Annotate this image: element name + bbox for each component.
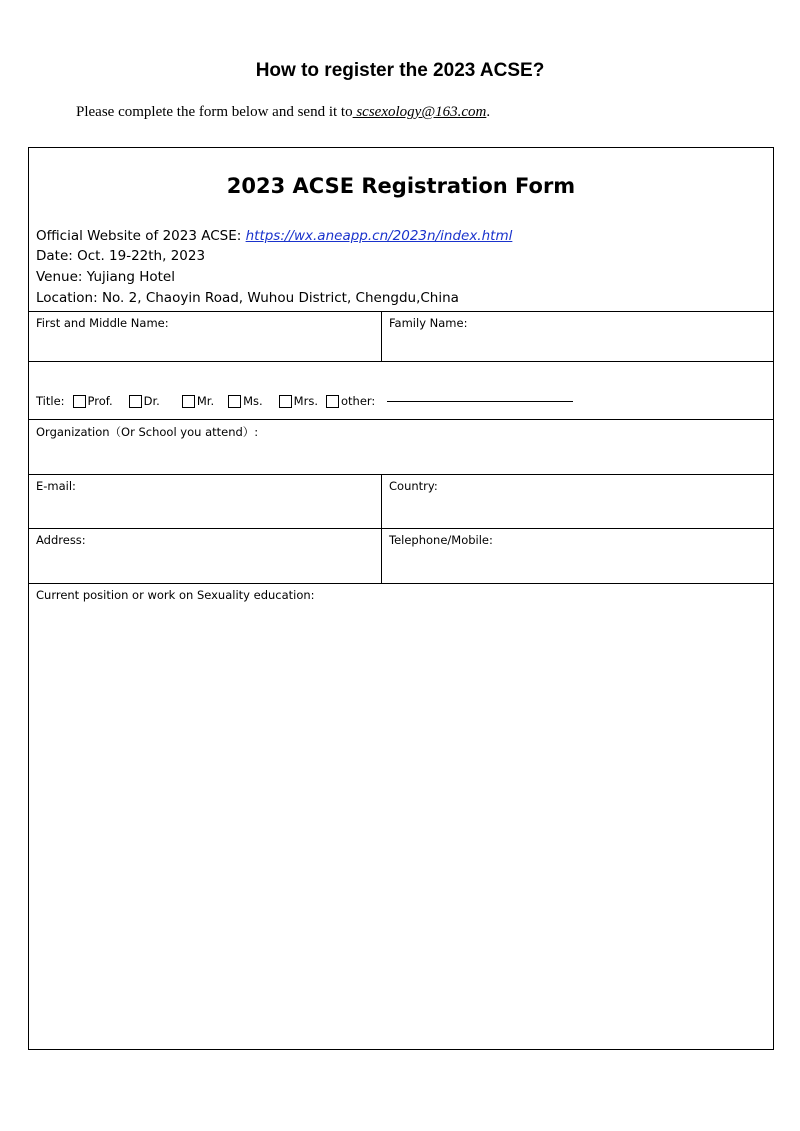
family-name-field[interactable]: Family Name: — [389, 316, 468, 330]
title-option-other[interactable]: other: — [326, 394, 375, 408]
first-middle-name-field[interactable]: First and Middle Name: — [36, 316, 169, 330]
title-option-ms[interactable]: Ms. — [228, 394, 263, 408]
contact-email-link[interactable]: scsexology@163.com — [352, 104, 487, 120]
divider — [29, 361, 773, 362]
address-field[interactable]: Address: — [36, 533, 86, 547]
column-divider — [381, 474, 382, 583]
organization-field[interactable]: Organization（Or School you attend）: — [36, 425, 259, 439]
page-heading: How to register the 2023 ACSE? — [255, 60, 545, 81]
title-option-dr[interactable]: Dr. — [129, 394, 160, 408]
telephone-field[interactable]: Telephone/Mobile: — [389, 533, 493, 547]
other-title-input-line[interactable] — [387, 401, 573, 402]
intro-suffix: . — [486, 104, 491, 120]
checkbox[interactable] — [279, 395, 292, 408]
checkbox[interactable] — [228, 395, 241, 408]
event-venue: Venue: Yujiang Hotel — [36, 269, 175, 285]
current-position-field[interactable]: Current position or work on Sexuality education: — [36, 588, 315, 602]
checkbox[interactable] — [73, 395, 86, 408]
event-date: Date: Oct. 19-22th, 2023 — [36, 248, 206, 264]
divider — [29, 419, 773, 420]
event-location: Location: No. 2, Chaoyin Road, Wuhou District, Chengdu,China — [36, 290, 459, 306]
divider — [29, 528, 773, 529]
title-option-mrs[interactable]: Mrs. — [279, 394, 318, 408]
title-option-prof[interactable]: Prof. — [73, 394, 113, 408]
email-field[interactable]: E-mail: — [36, 479, 76, 493]
registration-form — [28, 147, 774, 1050]
country-field[interactable]: Country: — [389, 479, 438, 493]
website-label: Official Website of 2023 ACSE: — [36, 228, 246, 244]
title-selection-row — [36, 394, 573, 408]
checkbox[interactable] — [129, 395, 142, 408]
website-link[interactable]: https://wx.aneapp.cn/2023n/index.html — [245, 228, 513, 244]
website-line — [36, 228, 512, 244]
column-divider — [381, 311, 382, 361]
intro-sentence: Please complete the form below and send it to — [76, 104, 353, 120]
title-label: Title: — [36, 394, 65, 408]
checkbox[interactable] — [182, 395, 195, 408]
form-title: 2023 ACSE Registration Form — [226, 174, 576, 198]
divider — [29, 583, 773, 584]
title-option-mr[interactable]: Mr. — [182, 394, 214, 408]
divider — [29, 311, 773, 312]
checkbox[interactable] — [326, 395, 339, 408]
divider — [29, 474, 773, 475]
intro-text — [76, 104, 490, 121]
